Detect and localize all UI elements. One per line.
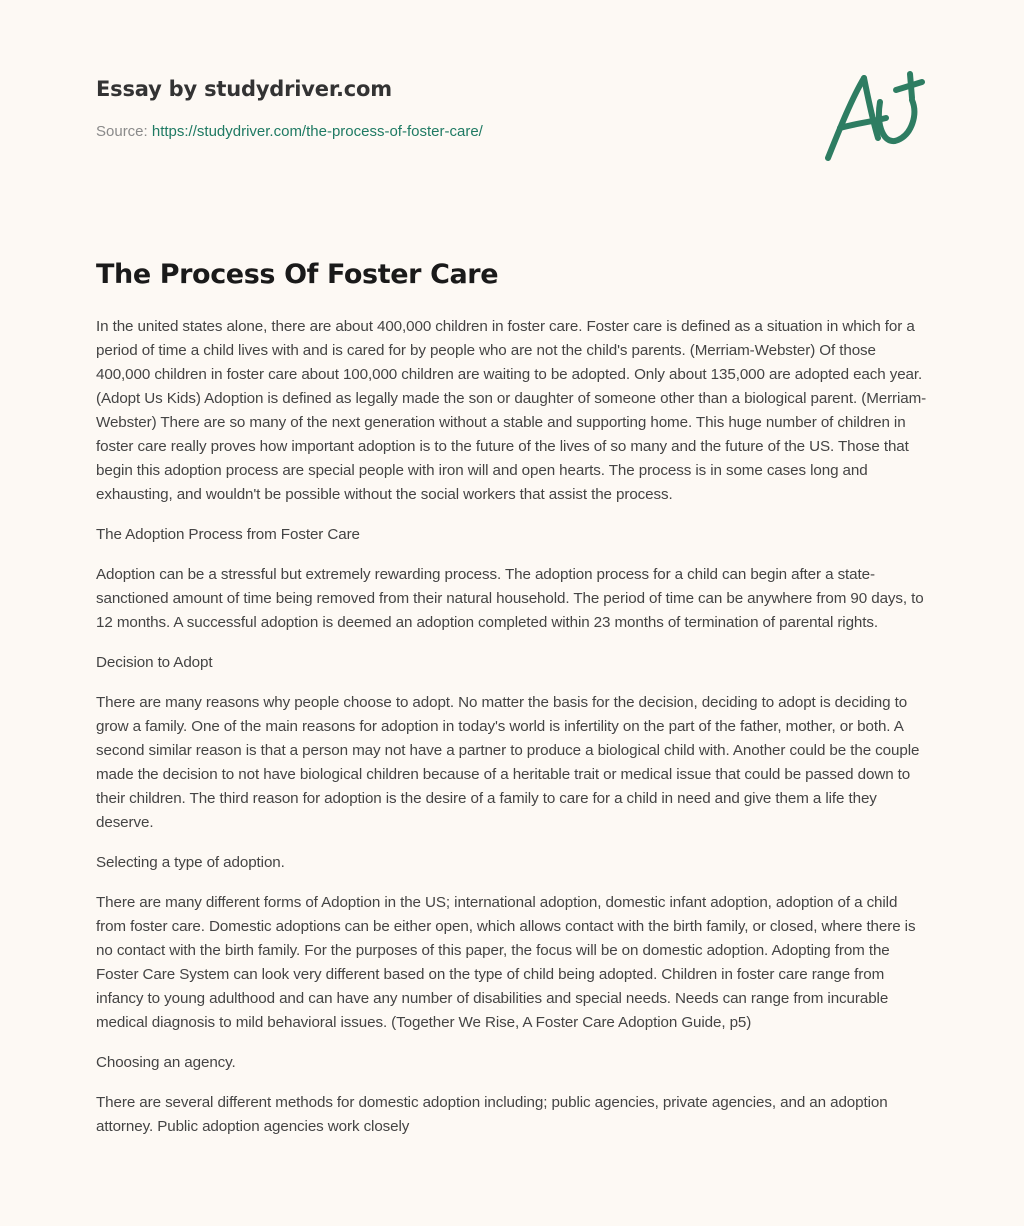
paragraph-adoption-process: Adoption can be a stressful but extremely rewarding process. The adoption process for a child can begin after a state-sanctioned amount of time being removed from their natural household. The period of time can be anywhere from 90 days, to 12 months. A successful adoption is deemed an adoption completed within 23 months of termination of parental rights. <box>96 566 924 631</box>
brand-title: Essay by studydriver.com <box>96 77 392 101</box>
paragraph-type: There are many different forms of Adoption in the US; international adoption, domestic infant adoption, adoption of a child from foster care. Domestic adoptions can be either open, which allows contact with the birth family, or closed, where there is no contact with the birth family. For the purposes of this paper, the focus will be on domestic adoption. Adopting from the Foster Care System can look very different based on the type of child being adopted. Children in foster care range from infancy to young adulthood and can have any number of disabilities and special needs. Needs can range from incurable medical diagnosis to mild behavioral issues. (Together We Rise, A Foster Care Adoption Guide, p5) <box>96 894 916 1031</box>
paragraph-agency: There are several different methods for domestic adoption including; public agencies, private agencies, and an adoption attorney. Public adoption agencies work closely <box>96 1094 888 1135</box>
paragraph-decision: There are many reasons why people choose to adopt. No matter the basis for the decision, deciding to adopt is deciding to grow a family. One of the main reasons for adoption in today's world is infertility on the part of the father, mother, or both. A second similar reason is that a person may not have a partner to produce a biological child with. Another could be the couple made the decision to not have biological children because of a heritable trait or medical issue that could be passed down to their children. The third reason for adoption is the desire of a family to care for a child in need and give them a life they deserve. <box>96 694 920 831</box>
paragraph-intro: In the united states alone, there are about 400,000 children in foster care. Foster care is defined as a situation in which for a period of time a child lives with and is cared for by people who are not the child's parents. (Merriam-Webster) Of those 400,000 children in foster care about 100,000 children are waiting to be adopted. Only about 135,000 are adopted each year. (Adopt Us Kids) Adoption is defined as legally made the son or daughter of someone other than a biological parent. (Merriam-Webster) There are so many of the next generation without a stable and supporting home. This huge number of children in foster care really proves how important adoption is to the future of the lives of so many and the future of the US. Those that begin this adoption process are special people with iron will and open hearts. The process is in some cases long and exhausting, and wouldn't be possible without the social workers that assist the process. <box>96 318 927 503</box>
source-line <box>96 122 736 142</box>
section-heading-agency: Choosing an agency. <box>96 1054 236 1071</box>
source-label: Source: <box>96 123 152 140</box>
article-body <box>96 315 928 1155</box>
section-heading-decision: Decision to Adopt <box>96 654 213 671</box>
section-heading-adoption-process: The Adoption Process from Foster Care <box>96 526 360 543</box>
source-link[interactable]: https://studydriver.com/the-process-of-foster-care/ <box>151 123 483 140</box>
section-heading-type: Selecting a type of adoption. <box>96 854 285 871</box>
article-title: The Process Of Foster Care <box>96 259 499 290</box>
a-plus-logo-icon <box>822 68 926 164</box>
essay-header <box>96 74 736 142</box>
